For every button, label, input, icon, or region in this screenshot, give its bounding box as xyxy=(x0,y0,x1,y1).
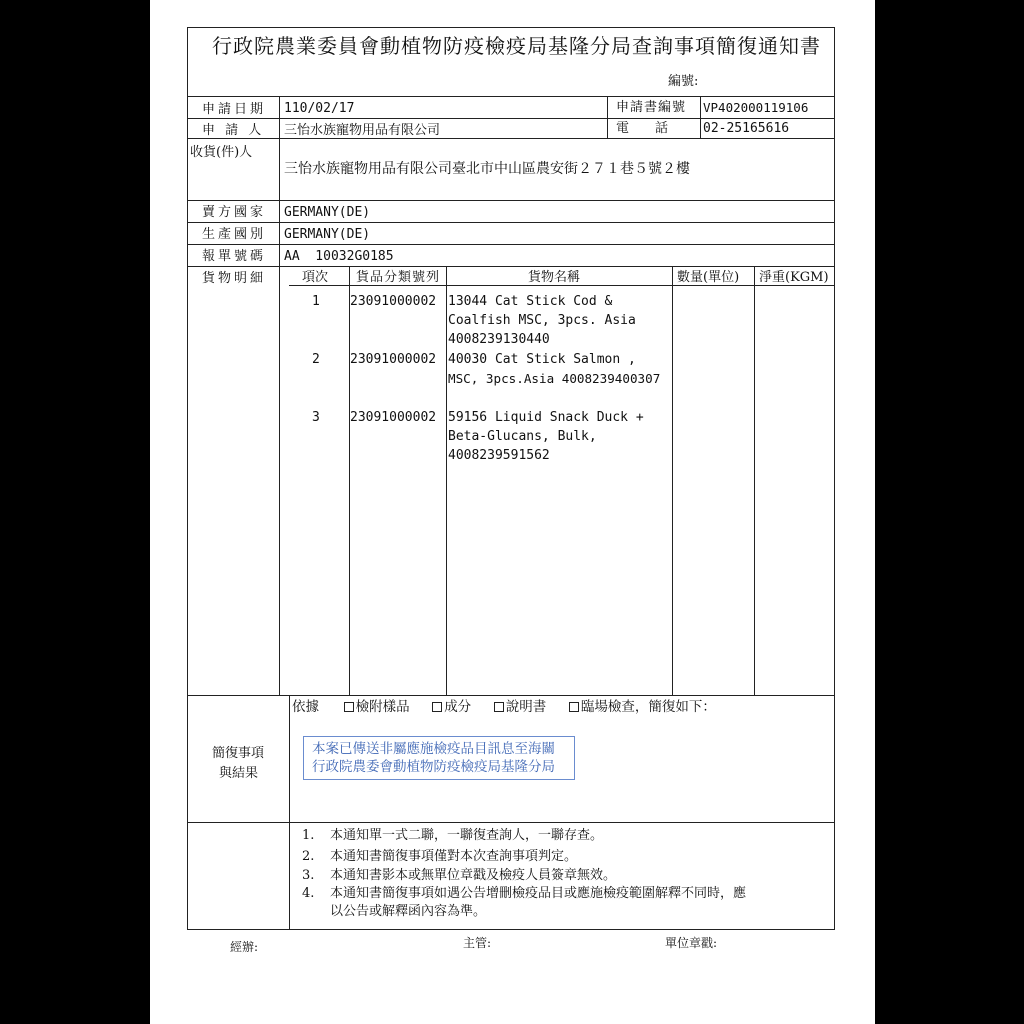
row-divider xyxy=(187,695,835,696)
goods-row-1-name-line: Coalfish MSC, 3pcs. Asia xyxy=(448,313,636,328)
label-column-divider xyxy=(279,96,280,695)
document-page xyxy=(150,0,875,1024)
goods-row-1-name-line: 13044 Cat Stick Cod & xyxy=(448,294,613,309)
application-date-value: 110/02/17 xyxy=(284,101,355,116)
column-divider xyxy=(700,96,701,138)
phone-label: 電 話 xyxy=(616,121,669,136)
goods-row-1-code: 23091000002 xyxy=(350,294,437,309)
applicant-value: 三怡水族寵物用品有限公司 xyxy=(284,123,441,138)
goods-header-quantity: 數量(單位) xyxy=(677,270,740,285)
application-date-label: 申請日期 xyxy=(202,102,267,117)
goods-column-divider xyxy=(349,266,350,695)
label-column-divider xyxy=(289,695,290,930)
goods-row-1-no: 1 xyxy=(312,294,320,309)
goods-section-label: 貨物明細 xyxy=(202,271,267,286)
row-divider xyxy=(187,244,835,245)
declaration-number-value: AA 10032G0185 xyxy=(284,249,394,264)
manual-option-label: 說明書 xyxy=(505,699,547,715)
note-1: 1. 本通知單一式二聯，一聯復查詢人，一聯存查。 xyxy=(302,828,604,843)
column-divider xyxy=(607,96,608,138)
row-divider xyxy=(187,266,835,267)
reply-tail-text: ，簡復如下： xyxy=(634,699,716,715)
seller-country-label: 賣方國家 xyxy=(202,205,267,220)
goods-header-hs-code: 貨品分類號列 xyxy=(356,270,441,285)
goods-row-3-name-line: Beta-Glucans, Bulk, xyxy=(448,429,597,444)
goods-row-2-name-line: 40030 Cat Stick Salmon , xyxy=(448,352,636,367)
row-divider xyxy=(187,138,835,139)
goods-header-name: 貨物名稱 xyxy=(528,270,581,285)
onsite-option-label: 臨場檢查 xyxy=(580,699,635,715)
goods-row-2-code: 23091000002 xyxy=(350,352,437,367)
applicant-label: 申 請 人 xyxy=(202,123,265,138)
serial-number-label: 編號: xyxy=(668,74,699,89)
origin-country-value: GERMANY(DE) xyxy=(284,227,371,242)
goods-row-3-name-line: 59156 Liquid Snack Duck + xyxy=(448,410,644,425)
onsite-inspection-checkbox[interactable] xyxy=(569,702,579,712)
consignee-label: 收貨(件)人 xyxy=(190,145,253,160)
phone-value: 02-25165616 xyxy=(703,121,790,136)
goods-column-divider xyxy=(446,266,447,695)
reply-section-label: 簡復事項 xyxy=(212,746,265,761)
sample-checkbox[interactable] xyxy=(344,702,354,712)
ingredient-option-label: 成分 xyxy=(444,699,472,715)
document-title: 行政院農業委員會動植物防疫檢疫局基隆分局查詢事項簡復通知書 xyxy=(212,34,821,58)
row-divider xyxy=(187,200,835,201)
manual-checkbox[interactable] xyxy=(494,702,504,712)
reply-section-label-2: 與結果 xyxy=(219,766,259,781)
handler-signature-label: 經辦: xyxy=(230,940,259,954)
declaration-number-label: 報單號碼 xyxy=(202,249,267,264)
row-divider xyxy=(187,222,835,223)
ingredient-checkbox[interactable] xyxy=(432,702,442,712)
goods-row-2-name-line: MSC, 3pcs.Asia 4008239400307 xyxy=(448,371,661,386)
form-number-value: VP402000119106 xyxy=(703,100,809,115)
goods-column-divider xyxy=(672,266,673,695)
sample-option-label: 檢附樣品 xyxy=(355,699,410,715)
consignee-value: 三怡水族寵物用品有限公司臺北市中山區農安街２７１巷５號２樓 xyxy=(284,161,690,177)
note-3: 3. 本通知書影本或無單位章戳及檢疫人員簽章無效。 xyxy=(302,868,617,883)
note-2: 2. 本通知書簡復事項僅對本次查詢事項判定。 xyxy=(302,849,578,864)
basis-label: 依據 xyxy=(292,699,319,715)
customs-notice-stamp xyxy=(303,736,575,780)
goods-header-item-no: 項次 xyxy=(302,270,329,285)
goods-row-1-name-line: 4008239130440 xyxy=(448,332,550,347)
goods-header-net-weight: 淨重(KGM) xyxy=(759,270,829,285)
form-number-label: 申請書編號 xyxy=(616,100,687,115)
row-divider xyxy=(187,822,835,823)
goods-row-3-name-line: 4008239591562 xyxy=(448,448,550,463)
goods-row-3-code: 23091000002 xyxy=(350,410,437,425)
seller-country-value: GERMANY(DE) xyxy=(284,205,371,220)
row-divider xyxy=(187,118,835,119)
supervisor-signature-label: 主管: xyxy=(463,936,492,950)
note-4: 4. 本通知書簡復事項如遇公告增刪檢疫品目或應施檢疫範圍解釋不同時，應 xyxy=(302,886,747,901)
origin-country-label: 生產國別 xyxy=(202,227,267,242)
note-4-continuation: 以公告或解釋函內容為準。 xyxy=(330,904,487,919)
unit-stamp-label: 單位章戳: xyxy=(665,936,718,950)
goods-row-2-no: 2 xyxy=(312,352,320,367)
stamp-line-2: 行政院農委會動植物防疫檢疫局基隆分局 xyxy=(312,759,555,775)
goods-row-3-no: 3 xyxy=(312,410,320,425)
stamp-line-1: 本案已傳送非屬應施檢疫品目訊息至海關 xyxy=(312,741,555,757)
reply-basis-row xyxy=(292,700,716,715)
goods-column-divider xyxy=(754,266,755,695)
